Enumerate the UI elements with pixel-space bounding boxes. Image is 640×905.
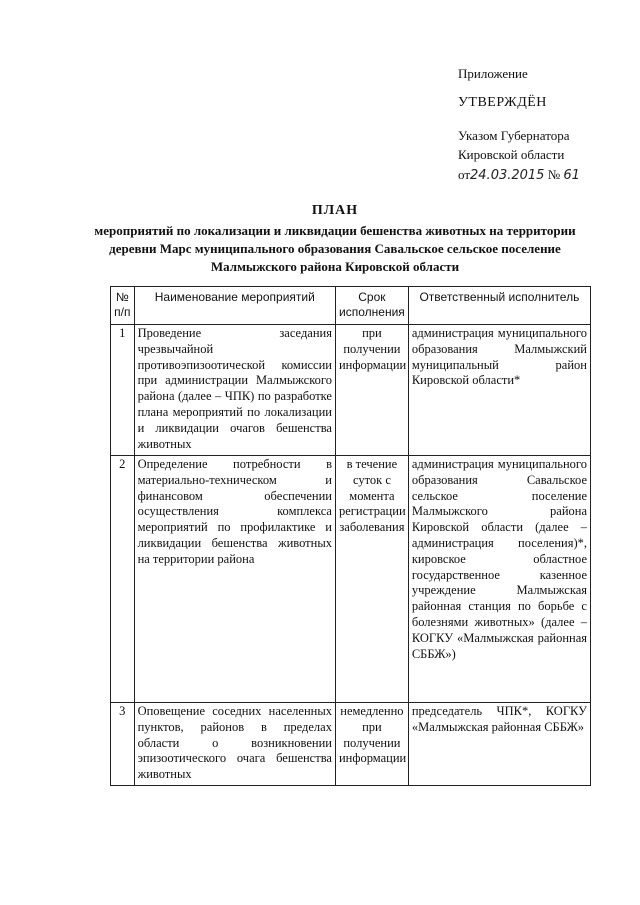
row-responsible: председатель ЧПК*, КОГКУ «Малмыжская районная СББЖ» (408, 703, 590, 786)
appendix-label: Приложение (458, 66, 528, 81)
header-name: Наименование мероприятий (134, 287, 335, 325)
date-prefix: от (458, 167, 471, 182)
decree-line-1: Указом Губернатора (458, 128, 570, 143)
approved-label: УТВЕРЖДЁН (458, 95, 547, 110)
row-activity: Определение потребности в материально-техническом и финансовом обеспечении осуществления комплекса мероприятий по профилактике и ликвидации бешенства животных на территории района (134, 456, 335, 703)
header-resp: Ответственный исполнитель (408, 287, 590, 325)
row-num: 1 (111, 325, 135, 456)
row-term: при получении информации (335, 325, 408, 456)
table-row (111, 456, 591, 703)
row-term: в течение суток с момента регистрации заболевания (335, 456, 408, 703)
document-title-block (90, 203, 580, 276)
document-subtitle: мероприятий по локализации и ликвидации бешенства животных на территории деревни Марс муниципального образования Савальское сельское поселение Малмыжского района Кировской области (94, 223, 576, 274)
row-responsible: администрация муниципального образования Малмыжский муниципальный район Кировской области* (408, 325, 590, 456)
document-title: ПЛАН (311, 203, 359, 218)
row-responsible: администрация муниципального образования Савальское сельское поселение Малмыжского района Кировской области (далее – администрация поселения)*, кировское областное государственное казенное учреждение Малмыжская районная станция по борьбе с болезнями животных» (далее – КОГКУ «Малмыжская районная СББЖ») (408, 456, 590, 703)
plan-table (110, 286, 591, 786)
decree-line-2: Кировской области (458, 147, 565, 162)
row-activity: Оповещение соседних населенных пунктов, районов в пределах области о возникновении эпизоотического очага бешенства животных (134, 703, 335, 786)
table-row (111, 703, 591, 786)
decree-date: 24.03.2015 (470, 168, 545, 183)
table-row (111, 325, 591, 456)
row-num: 3 (111, 703, 135, 786)
decree-date-line (458, 165, 580, 185)
row-activity: Проведение заседания чрезвычайной противоэпизоотической комиссии при администрации Малмыжского района (далее – ЧПК) по разработке плана мероприятий по локализации и ликвидации очагов бешенства животных (134, 325, 335, 456)
decree-number: 61 (563, 168, 580, 183)
number-sign: № (547, 167, 561, 182)
row-num: 2 (111, 456, 135, 703)
header-num: № п/п (111, 287, 135, 325)
header-term: Срок исполнения (335, 287, 408, 325)
row-term: немедленно при получении информации (335, 703, 408, 786)
approval-block (458, 64, 580, 185)
table-header-row (111, 287, 591, 325)
